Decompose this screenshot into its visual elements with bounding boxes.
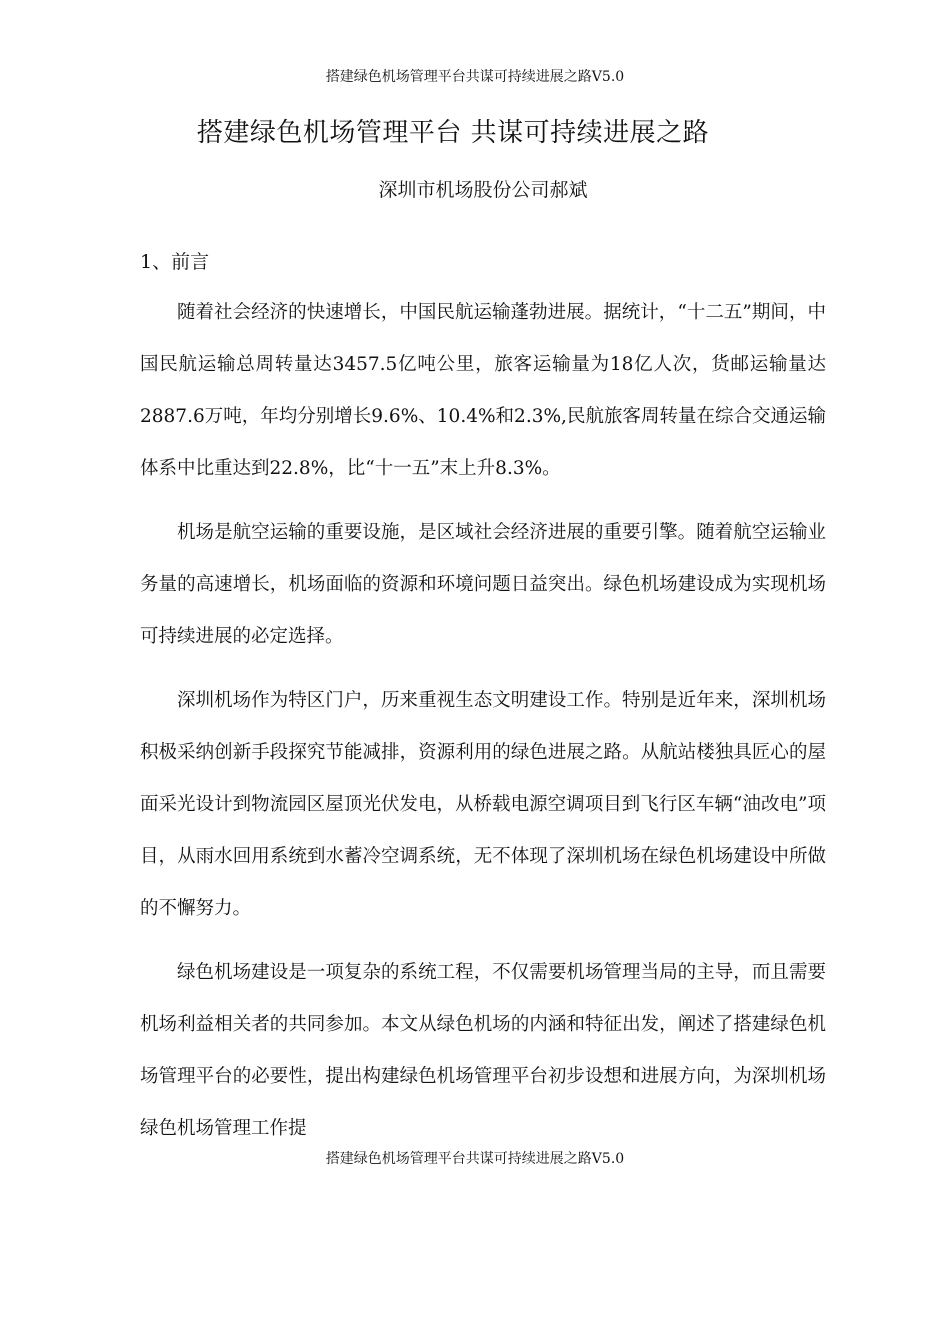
section-heading-preface: 1、前言 [140, 251, 210, 273]
paragraph: 机场是航空运输的重要设施，是区域社会经济进展的重要引擎。随着航空运输业务量的高速增长，机场面临的资源和环境问题日益突出。绿色机场建设成为实现机场可持续进展的必定选择。 [140, 522, 826, 647]
paragraph: 随着社会经济的快速增长，中国民航运输蓬勃进展。据统计，“十二五”期间，中国民航运输总周转量达3457.5亿吨公里，旅客运输量为18亿人次，货邮运输量达2887.6万吨，年均分别增长9.6%、10.4%和2.3%,民航旅客周转量在综合交通运输体系中比重达到22.8%，比“十一五”末上升8.3%。 [140, 302, 826, 479]
document-body [140, 287, 826, 1167]
document-author: 深圳市机场股份公司郝斌 [378, 179, 588, 201]
document-title: 搭建绿色机场管理平台 共谋可持续进展之路 [196, 118, 710, 148]
paragraph: 深圳机场作为特区门户，历来重视生态文明建设工作。特别是近年来，深圳机场积极采纳创新手段探究节能减排，资源利用的绿色进展之路。从航站楼独具匠心的屋面采光设计到物流园区屋顶光伏发电，从桥载电源空调项目到飞行区车辆“油改电”项目，从雨水回用系统到水蓄冷空调系统，无不体现了深圳机场在绿色机场建设中所做的不懈努力。 [140, 690, 826, 919]
paragraph: 绿色机场建设是一项复杂的系统工程，不仅需要机场管理当局的主导，而且需要机场利益相关者的共同参加。本文从绿色机场的内涵和特征出发，阐述了搭建绿色机场管理平台的必要性，提出构建绿色机场管理平台初步设想和进展方向，为深圳机场绿色机场管理工作提 [140, 962, 826, 1139]
page-footer: 搭建绿色机场管理平台共谋可持续进展之路V5.0 [325, 1151, 625, 1167]
page-header: 搭建绿色机场管理平台共谋可持续进展之路V5.0 [325, 69, 625, 85]
